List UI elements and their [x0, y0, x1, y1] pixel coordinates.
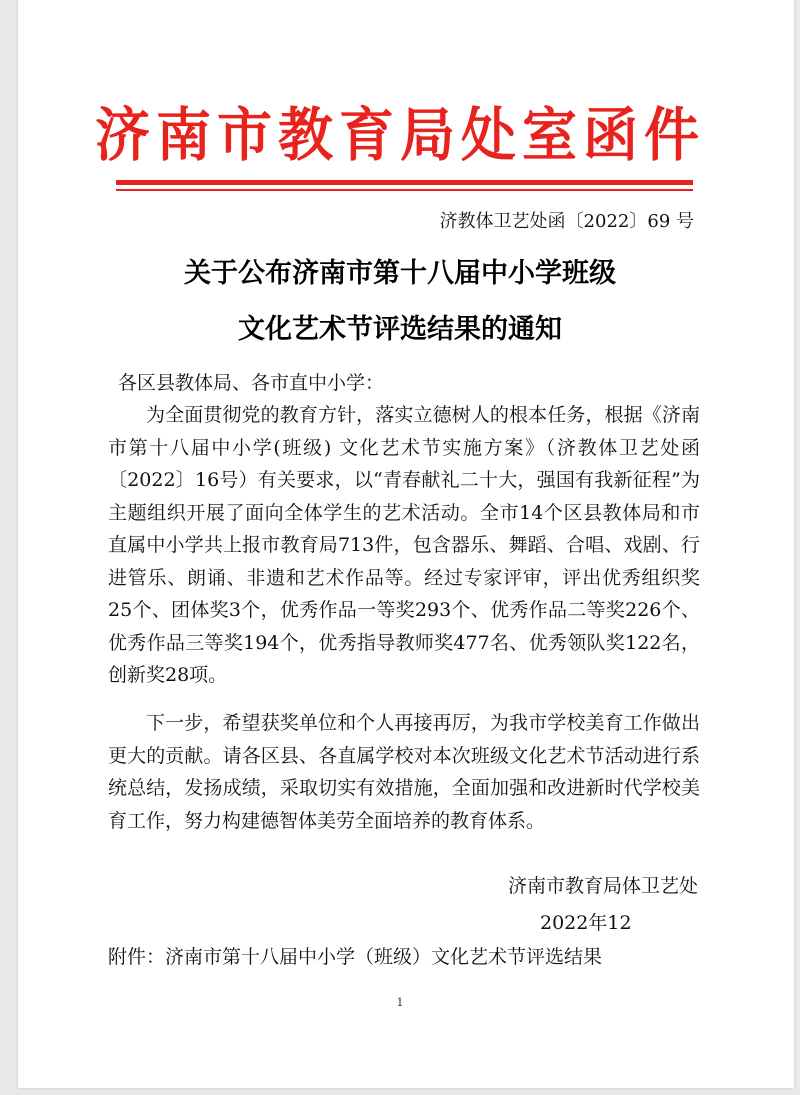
- page-number: 1: [396, 996, 404, 1009]
- body-paragraph-1: 为全面贯彻党的教育方针，落实立德树人的根本任务，根据《济南市第十八届中小学(班级) 文化艺术节实施方案》（济教体卫艺处函〔2022〕16号）有关要求，以“青春献礼二十大，强国有我新征程”为主题组织开展了面向全体学生的艺术活动。全市14个区县教体局和市直属中小学共上报市教育局713件，包含器乐、舞蹈、合唱、戏剧、行进管乐、朗诵、非遗和艺术作品等。经过专家评审，评出优秀组织奖25个、团体奖3个，优秀作品一等奖293个、优秀作品二等奖226个、优秀作品三等奖194个，优秀指导教师奖477名、优秀领队奖122名，创新奖28项。: [108, 404, 700, 686]
- attachment-note: 附件：济南市第十八届中小学（班级）文化艺术节评选结果: [108, 946, 603, 968]
- body-paragraph-2: 下一步，希望获奖单位和个人再接再厉，为我市学校美育工作做出更大的贡献。请各区县、各直属学校对本次班级文化艺术节活动进行系统总结，发扬成绩，采取切实有效措施，全面加强和改进新时代学校美育工作，努力构建德智体美劳全面培养的教育体系。: [108, 712, 700, 832]
- notice-title-line-2: 文化艺术节评选结果的通知: [238, 314, 562, 345]
- notice-title-line-1: 关于公布济南市第十八届中小学班级: [184, 258, 616, 289]
- letterhead-title: 济南市教育局处室函件: [94, 100, 705, 169]
- signature: 济南市教育局体卫艺处: [507, 875, 698, 897]
- salutation: 各区县教体局、各市直中小学：: [118, 372, 385, 394]
- issue-date: 2022年12: [540, 912, 632, 934]
- letterhead-rule-thin: [116, 189, 693, 191]
- document-number: 济教体卫艺处函〔2022〕69 号: [439, 211, 694, 232]
- letterhead-rule-thick: [116, 180, 693, 185]
